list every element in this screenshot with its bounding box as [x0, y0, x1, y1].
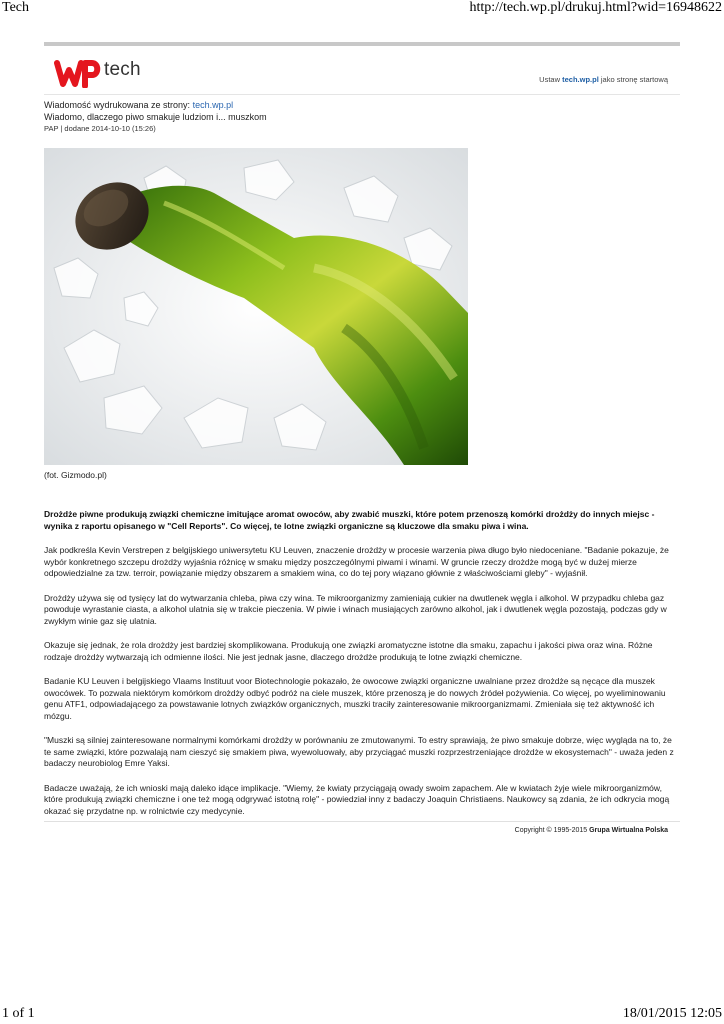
article-lead: Drożdże piwne produkują związki chemiczne imitujące aromat owoców, aby zwabić muszki, które potem przenoszą komórki drożdży do innych miejsc - wynika z raportu opisanego w "Cell Reports". Co więcej, te lotne związki organiczne są kluczowe dla smaku piwa i wina. [44, 509, 655, 531]
company-name: Grupa Wirtualna Polska [589, 827, 668, 834]
article-source-date: PAP | dodane 2014-10-10 (15:26) [44, 124, 156, 133]
logo-tech-text: tech [104, 59, 141, 80]
print-page [44, 42, 680, 834]
photo-caption: (fot. Gizmodo.pl) [44, 470, 107, 480]
wp-tech-logo[interactable] [54, 58, 141, 88]
article-paragraph: Drożdży używa się od tysięcy lat do wytwarzania chleba, piwa czy wina. Te mikroorganizmy zamieniają cukier na dwutlenek węgla i alkohol. W przypadku chleba gaz powoduje wyrastanie ciasta, a alkohol ulatnia się w trakcie pieczenia. W piwie i winach musiających zarówno alkohol, jak i dwutlenek węgla pozostają, podczas gdy w zwykłym winie gaz się ulatnia. [44, 592, 667, 626]
wp-logo-icon [54, 58, 102, 88]
printed-from-label: Wiadomość wydrukowana ze strony: [44, 100, 191, 110]
print-header-url: http://tech.wp.pl/drukuj.html?wid=16948622 [469, 0, 722, 15]
beer-bottle-on-ice-image [44, 148, 468, 465]
article-paragraph: Badanie KU Leuven i belgijskiego Vlaams Instituut voor Biotechnologie pokazało, że owocowe związki organiczne uwalniane przez drożdże są nęcące dla muszek owocówek. To pozwala niektórym komórkom drożdży odbyć podróż na ciele muszek, które przenoszą je do nowych źródeł pożywienia. Co więcej, po wyeliminowaniu genu ATF1, odpowiadającego za powstawanie lotnych związków organicznych, muszki traciły zainteresowanie mikroorganizmami. Zmieniała się też aktywność ich mózgu. [44, 676, 666, 721]
print-header-title: Tech [2, 0, 30, 15]
article-paragraph: Okazuje się jednak, że rola drożdży jest bardziej skomplikowana. Produkują one związki aromatyczne istotne dla smaku, zapachu i jakości piwa oraz wina. Różne rodzaje drożdży wytwarzają ich odmienne ilości. Nie jest jednak jasne, dlaczego drożdże produkują te lotne związki chemiczne. [44, 640, 653, 662]
site-footer [44, 821, 680, 834]
set-startpage [539, 75, 668, 84]
print-footer [0, 1006, 724, 1024]
print-header [0, 0, 724, 16]
article-meta [44, 99, 680, 135]
startpage-suffix: jako stronę startową [600, 75, 668, 84]
startpage-prefix: Ustaw [539, 75, 561, 84]
site-header [44, 46, 680, 95]
article-paragraph: "Muszki są silniej zainteresowane normalnymi komórkami drożdży w porównaniu ze zmutowanymi. To estry sprawiają, że piwo smakuje dobrze, więc wygląda na to, że te same związki, które pozwalają nam cieszyć się smakiem piwa, wyewoluowały, aby przyciągać muszki rozprzestrzeniające drożdże w ekosystemach" - uważa jeden z badaczy neurobiolog Emre Yaksi. [44, 735, 674, 768]
article-paragraph: Badacze uważają, że ich wnioski mają daleko idące implikacje. "Wiemy, że kwiaty przyciągają owady swoim zapachem. Ale w kwiatach żyje wiele mikroorganizmów, które produkują związki chemiczne i one też mogą odgrywać istotną rolę" - powiedział inny z badaczy Joaquin Christiaens. Naukowcy są zdania, że ich odkrycia mogą okazać się przydatne np. w rolnictwie czy medycynie. [44, 782, 670, 816]
article-photo [44, 148, 468, 465]
article-paragraph: Jak podkreśla Kevin Verstrepen z belgijskiego uniwersytetu KU Leuven, znaczenie drożdży w procesie warzenia piwa długo było niedoceniane. "Badanie pokazuje, że wybór konkretnego szczepu drożdży wyjaśnia różnicę w smaku między poszczególnymi piwami i winami. W gruncie rzeczy drożdże mogą być w dużej mierze odpowiedzialne za tzw. terroir, powiązanie między obszarem a smakiem wina, co do tej pory wiązano głównie z właściwościami gleby" - wyjaśnił. [44, 545, 669, 578]
print-timestamp: 18/01/2015 12:05 [622, 1006, 722, 1021]
print-page-count: 1 of 1 [2, 1006, 35, 1021]
article-title: Wiadomo, dlaczego piwo smakuje ludziom i... muszkom [44, 112, 267, 122]
printed-from-link[interactable]: tech.wp.pl [192, 100, 234, 110]
printed-from [44, 99, 680, 111]
copyright-text: Copyright © 1995-2015 [514, 827, 588, 834]
startpage-link[interactable]: tech.wp.pl [562, 75, 599, 84]
